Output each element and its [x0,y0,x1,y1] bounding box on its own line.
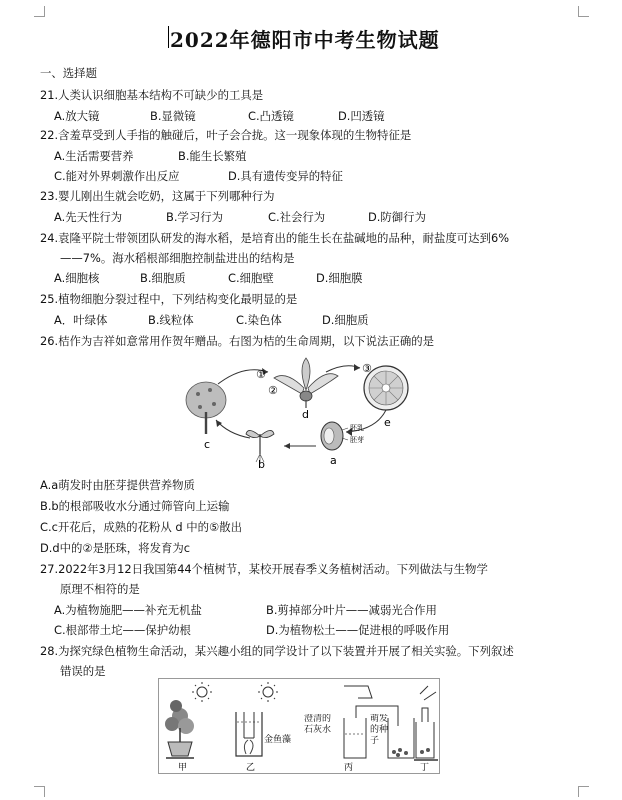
question-26-option-c: C.c开花后，成熟的花粉从 d 中的⑤散出 [40,520,242,534]
question-22-option-c: C.能对外界刺激作出反应 [54,169,180,183]
figure-label-d: d [302,408,309,421]
label-germinating-seeds: 萌发的种子 [370,714,389,746]
question-22-option-b: B.能生长繁殖 [178,149,247,163]
question-21-stem: 21.人类认识细胞基本结构不可缺少的工具是 [40,88,264,102]
experiment-apparatus-figure [158,678,440,774]
question-22-option-a: A.生活需要营养 [54,149,134,163]
question-21-option-c: C.凸透镜 [248,109,294,123]
figure-label-a: a [330,454,337,467]
question-26-option-d: D.d中的②是胚珠，将发育为c [40,541,191,555]
question-26-option-b: B.b的根部吸收水分通过筛管向上运输 [40,499,230,513]
setup-label-yi: 乙 [246,763,256,773]
text-cursor [168,26,169,48]
flower-illustration [274,358,338,408]
setup-label-bing: 丙 [344,763,354,773]
seed-illustration [321,422,348,450]
question-27-stem-continued: 原理不相符的是 [60,582,140,596]
setup-label-ding: 丁 [420,763,430,773]
question-26-option-a: A.a萌发时由胚芽提供营养物质 [40,478,195,492]
corner-mark [578,786,589,797]
question-22-stem: 22.含羞草受到人手指的触碰后，叶子会合拢。这一现象体现的生物特征是 [40,128,412,142]
question-24-stem: 24.袁隆平院士带领团队研发的海水稻，是培育出的能生长在盐碱地的品种，耐盐度可达到6% [40,231,510,245]
question-22-option-d: D.具有遗传变异的特征 [228,169,343,183]
figure-label-e: e [384,416,391,429]
question-25-option-b: B.线粒体 [148,313,194,327]
figure-label-peiru: 胚乳 [350,424,364,432]
question-27-option-b: B.剪掉部分叶片——减弱光合作用 [266,603,437,617]
question-21-option-b: B.显微镜 [150,109,196,123]
question-27-stem: 27.2022年3月12日我国第44个植树节，某校开展春季义务植树活动。下列做法与生物学 [40,562,488,576]
label-limewater: 澄清的石灰水 [304,714,332,735]
question-27-option-a: A.为植物施肥——补充无机盐 [54,603,202,617]
arrow-head [284,443,290,449]
question-21-option-d: D.凹透镜 [338,109,385,123]
question-26-stem: 26.桔作为吉祥如意常用作贺年赠品。右图为桔的生命周期，以下说法正确的是 [40,334,435,348]
question-25-option-d: D.细胞质 [322,313,369,327]
question-23-option-a: A.先天性行为 [54,210,123,224]
question-23-option-d: D.防御行为 [368,210,426,224]
figure-label-1: ① [256,368,266,381]
question-24-stem-continued: ——7%。海水稻根部细胞控制盐进出的结构是 [60,251,295,265]
question-23-stem: 23.婴儿刚出生就会吃奶，这属于下列哪种行为 [40,189,275,203]
question-24-option-c: C.细胞壁 [228,271,274,285]
setup-label-jia: 甲 [178,763,188,773]
question-24-option-a: A.细胞核 [54,271,100,285]
question-24-option-d: D.细胞膜 [316,271,363,285]
figure-label-b: b [258,458,265,470]
question-28-stem-continued: 错误的是 [60,664,106,678]
orange-life-cycle-figure [176,350,426,470]
question-27-option-d: D.为植物松土——促进根的呼吸作用 [266,623,450,637]
question-25-option-c: C.染色体 [236,313,282,327]
section-heading: 一、选择题 [40,66,97,80]
question-23-option-b: B.学习行为 [166,210,223,224]
question-24-option-b: B.细胞质 [140,271,186,285]
figure-label-3: ③ [362,362,372,375]
figure-label-2: ② [268,384,278,397]
page-title: 2022年德阳市中考生物试题 [170,28,440,52]
corner-mark [578,6,589,17]
question-25-option-a: A．叶绿体 [54,313,108,327]
tree-illustration [186,382,226,434]
figure-label-peiya: 胚芽 [350,436,364,444]
corner-mark [34,786,45,797]
corner-mark [34,6,45,17]
figure-label-c: c [204,438,211,451]
question-27-option-c: C.根部带土坨——保护幼根 [54,623,191,637]
arrow-head [216,420,222,427]
label-goldfish-weed: 金鱼藻 [264,735,292,745]
arrow-head [354,364,360,371]
question-21-option-a: A.放大镜 [54,109,100,123]
question-28-stem: 28.为探究绿色植物生命活动，某兴趣小组的同学设计了以下装置并开展了相关实验。下列叙述 [40,644,514,658]
question-23-option-c: C.社会行为 [268,210,326,224]
question-25-stem: 25.植物细胞分裂过程中，下列结构变化最明显的是 [40,292,298,306]
